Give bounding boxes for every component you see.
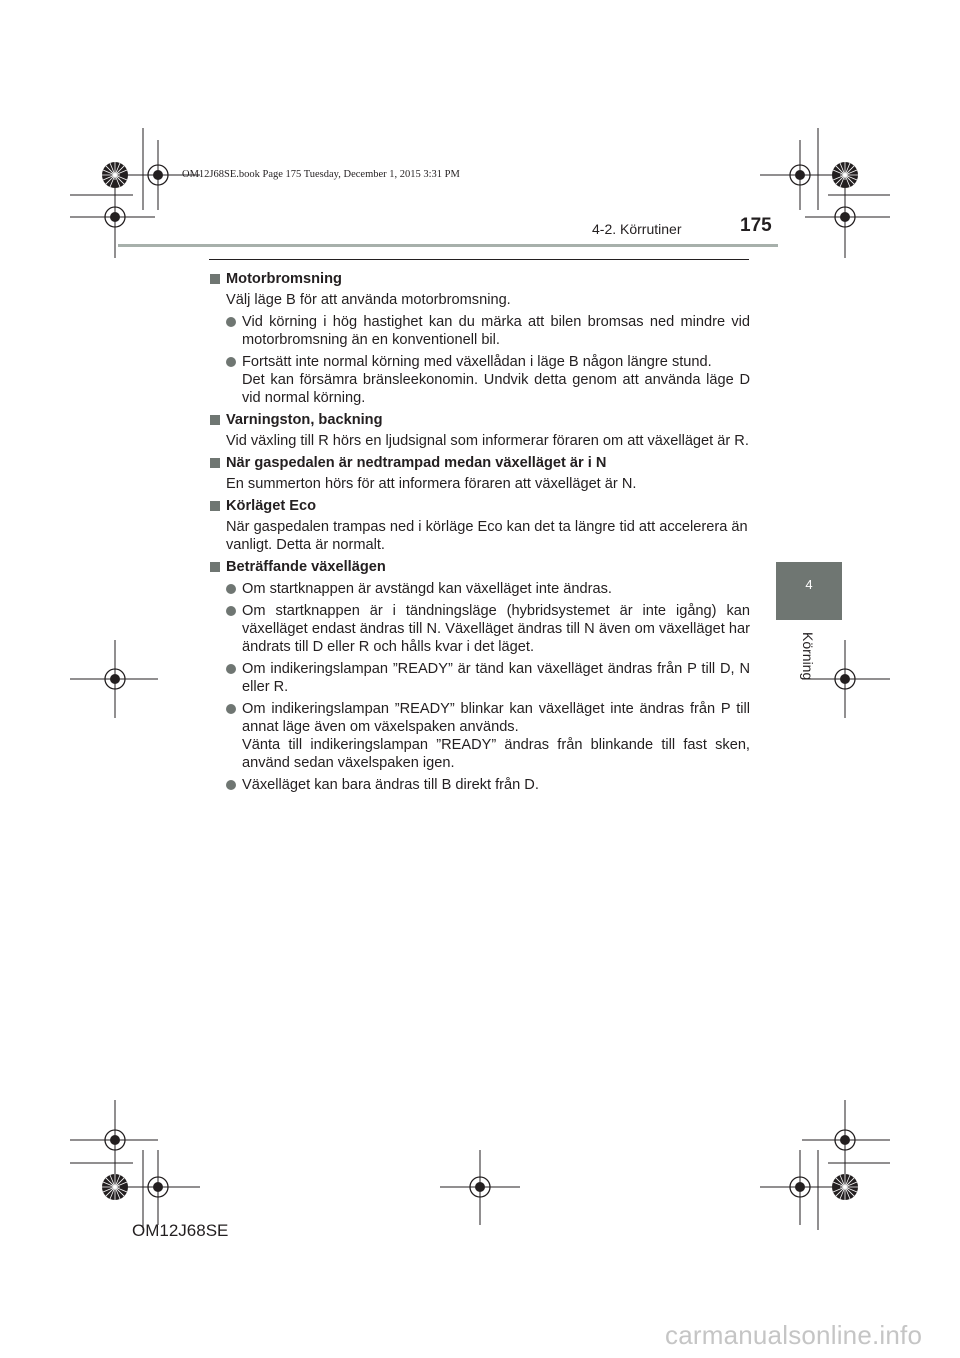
- bullet-text: Fortsätt inte normal körning med växellådan i läge B någon längre stund.: [242, 354, 712, 370]
- section-text: Välj läge B för att använda motorbromsning.: [226, 292, 511, 308]
- content-body: [210, 266, 750, 797]
- content-rule: [209, 259, 749, 260]
- bullet-text: Vid körning i hög hastighet kan du märka att bilen bromsas ned mindre vid motorbromsning än en konventionell bil.: [242, 314, 750, 348]
- section-heading: Beträffande växellägen: [226, 559, 386, 575]
- watermark: carmanualsonline.info: [665, 1320, 923, 1350]
- section-text: Vid växling till R hörs en ljudsignal som informerar föraren om att växelläget är R.: [226, 433, 749, 449]
- bullet-text: Om indikeringslampan ”READY” är tänd kan växelläget ändras från P till D, N eller R.: [242, 661, 750, 695]
- circle-bullet-icon: [226, 704, 236, 714]
- section-gaspedal-n: [210, 454, 750, 493]
- section-varningston: [210, 411, 750, 450]
- header-rule: [118, 244, 778, 247]
- circle-bullet-icon: [226, 664, 236, 674]
- section-heading: När gaspedalen är nedtrampad medan växelläget är i N: [226, 455, 607, 471]
- bullet-text: Om indikeringslampan ”READY” blinkar kan växelläget inte ändras från P till annat läge även om växelspaken används.: [242, 701, 750, 735]
- circle-bullet-icon: [226, 317, 236, 327]
- section-heading: Varningston, backning: [226, 412, 383, 428]
- square-bullet-icon: [210, 415, 220, 425]
- section-motorbromsning: [210, 270, 750, 407]
- section-vaxellagen: [210, 558, 750, 794]
- square-bullet-icon: [210, 274, 220, 284]
- page-number: 175: [740, 215, 772, 236]
- square-bullet-icon: [210, 458, 220, 468]
- circle-bullet-icon: [226, 606, 236, 616]
- section-text: En summerton hörs för att informera föraren att växelläget är N.: [226, 476, 637, 492]
- chapter-tab-number: 4: [805, 577, 813, 592]
- square-bullet-icon: [210, 562, 220, 572]
- bullet-text: Växelläget kan bara ändras till B direkt från D.: [242, 777, 539, 793]
- book-info: OM12J68SE.book Page 175 Tuesday, December 1, 2015 3:31 PM: [182, 169, 460, 180]
- square-bullet-icon: [210, 501, 220, 511]
- bullet-text: Om startknappen är i tändningsläge (hybridsystemet är inte igång) kan växelläget endast ändras till N. Växelläget ändras till N även om växelläget har ändrats till D eller R och hålls kvar i det läget.: [242, 603, 750, 655]
- section-heading: Körläget Eco: [226, 498, 317, 514]
- section-heading: Motorbromsning: [226, 271, 342, 287]
- circle-bullet-icon: [226, 780, 236, 790]
- footer-code: OM12J68SE: [132, 1221, 229, 1240]
- bullet-text: Det kan försämra bränsleekonomin. Undvik detta genom att använda läge D vid normal körning.: [242, 372, 750, 406]
- bullet-text: Om startknappen är avstängd kan växelläget inte ändras.: [242, 581, 612, 597]
- chapter-side-label: Körning: [800, 632, 816, 681]
- section-label: 4-2. Körrutiner: [592, 221, 682, 237]
- circle-bullet-icon: [226, 357, 236, 367]
- bullet-text: Vänta till indikeringslampan ”READY” ändras från blinkande till fast sken, använd sedan växelspaken igen.: [242, 737, 750, 771]
- section-eco: [210, 497, 750, 554]
- section-text: När gaspedalen trampas ned i körläge Eco kan det ta längre tid att accelerera än vanligt. Detta är normalt.: [226, 519, 748, 553]
- circle-bullet-icon: [226, 584, 236, 594]
